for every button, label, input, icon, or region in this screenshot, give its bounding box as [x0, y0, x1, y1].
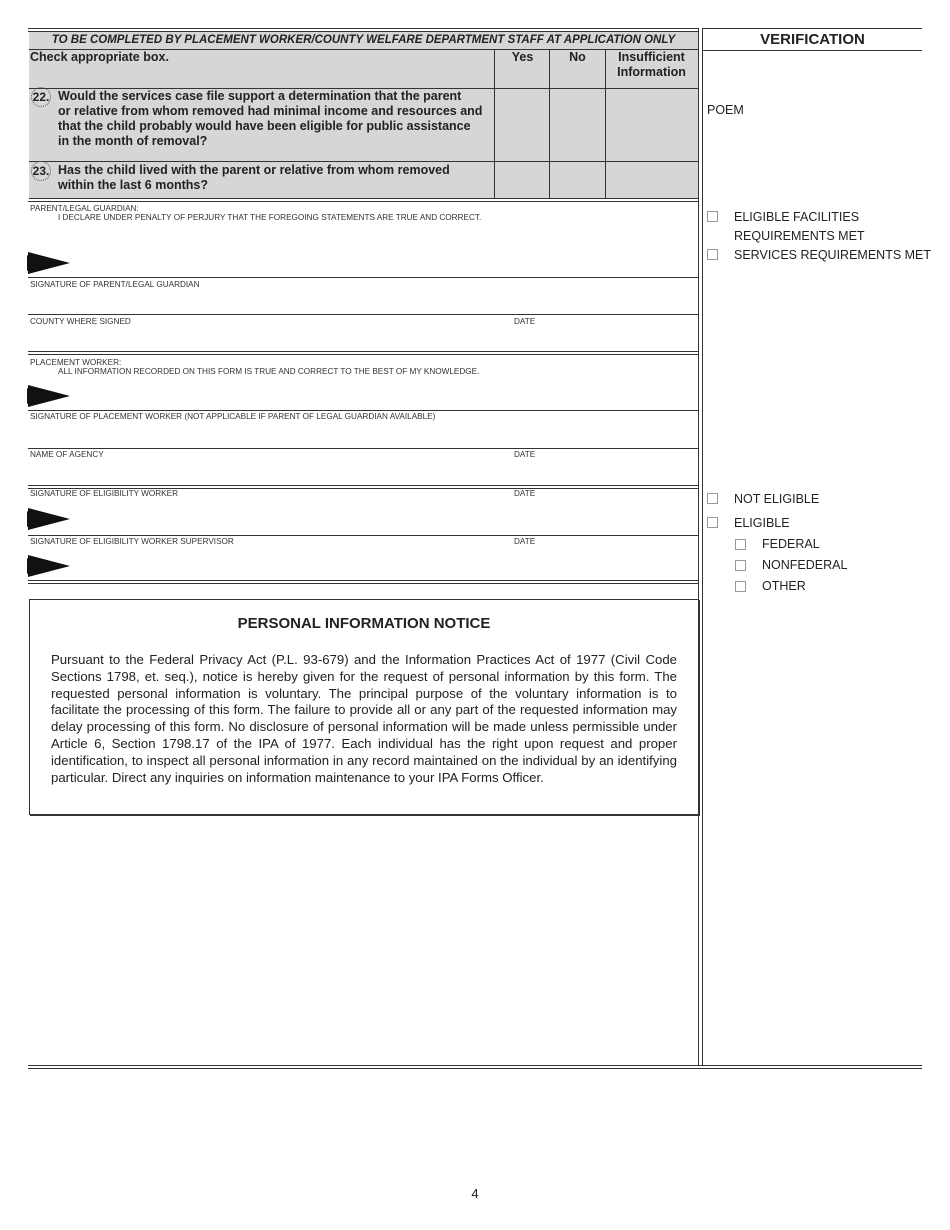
services-requirements-checkbox[interactable]: [707, 249, 718, 260]
county-date-label: DATE: [514, 317, 536, 326]
name-of-agency-label: NAME OF AGENCY: [30, 450, 104, 459]
placement-declaration-signature-field[interactable]: [75, 380, 695, 408]
eligible-facilities-label-2: REQUIREMENTS MET: [734, 229, 865, 243]
section-rule: [28, 354, 699, 355]
section-rule: [28, 583, 699, 584]
supervisor-date-label: DATE: [514, 537, 536, 546]
nonfederal-checkbox[interactable]: [735, 560, 746, 571]
section-rule: [28, 314, 699, 315]
eligibility-supervisor-signature-label: SIGNATURE OF ELIGIBILITY WORKER SUPERVISOR: [30, 537, 234, 546]
question-row-rule: [29, 198, 698, 199]
sign-here-arrow-icon: [28, 252, 70, 274]
nonfederal-label: NONFEDERAL: [762, 558, 848, 572]
section-rule: [28, 580, 699, 581]
eligible-facilities-checkbox[interactable]: [707, 211, 718, 222]
poem-label: POEM: [707, 103, 744, 117]
eligible-facilities-label: ELIGIBLE FACILITIES: [734, 210, 860, 224]
section-rule: [28, 448, 699, 449]
question-22-line: in the month of removal?: [58, 134, 208, 148]
section-rule: [28, 201, 699, 202]
eligible-label: ELIGIBLE: [734, 516, 790, 530]
notice-body: Pursuant to the Federal Privacy Act (P.L. 93-679) and the Information Practices Act of 1977 (Civil Code Sections 1798, et. seq.), notice is hereby given for the request of personal information by this form. The requested personal information is voluntary. The principal purpose of the voluntary information is to facilitate the processing of this form. The failure to provide all or any part of the requested information may delay processing of this form. No disclosure of personal information will be made unless permissible under Article 6, Section 1798.17 of the IPA of 1977. Each individual has the right upon request and proper identification, to inspect all personal information in any record maintained on the individual by an identifying particular. Direct any inquiries on information maintenance to your IPA Forms Officer.: [51, 652, 677, 785]
verification-top-rule: [702, 28, 922, 29]
page-number: 4: [471, 1186, 479, 1201]
federal-label: FEDERAL: [762, 537, 820, 551]
agency-date-field[interactable]: [514, 461, 694, 483]
county-where-signed-label: COUNTY WHERE SIGNED: [30, 317, 131, 326]
eligible-checkbox[interactable]: [707, 517, 718, 528]
notice-title: PERSONAL INFORMATION NOTICE: [237, 615, 491, 632]
top-rule: [28, 28, 699, 29]
sign-here-arrow-icon: [28, 555, 70, 577]
q23-insufficient-box[interactable]: [606, 162, 698, 198]
section-rule: [28, 410, 699, 411]
bottom-rule: [28, 1068, 922, 1069]
placement-declaration: ALL INFORMATION RECORDED ON THIS FORM IS TRUE AND CORRECT TO THE BEST OF MY KNOWLEDGE.: [58, 367, 480, 376]
parent-declaration: I DECLARE UNDER PENALTY OF PERJURY THAT THE FOREGOING STATEMENTS ARE TRUE AND CORRECT.: [58, 213, 482, 222]
question-23-line: Has the child lived with the parent or relative from whom removed: [58, 163, 450, 177]
other-label: OTHER: [762, 579, 806, 593]
placement-signature-field[interactable]: [30, 423, 695, 446]
verification-header-rule: [702, 50, 922, 51]
eligibility-date-field[interactable]: [514, 500, 694, 533]
q22-no-box[interactable]: [550, 89, 605, 161]
section-rule: [28, 351, 699, 352]
q22-yes-box[interactable]: [495, 89, 549, 161]
question-23-number: 23.: [31, 161, 51, 181]
verification-divider: [698, 28, 699, 1066]
placement-worker-label: PLACEMENT WORKER:: [30, 358, 122, 367]
q22-insufficient-box[interactable]: [606, 89, 698, 161]
federal-checkbox[interactable]: [735, 539, 746, 550]
column-yes: Yes: [511, 50, 534, 64]
services-requirements-label: SERVICES REQUIREMENTS MET: [734, 248, 932, 262]
county-where-signed-field[interactable]: [30, 328, 500, 350]
parent-signature-field[interactable]: [30, 291, 695, 313]
check-appropriate-label: Check appropriate box.: [30, 50, 169, 64]
sign-here-arrow-icon: [28, 508, 70, 530]
staff-only-banner: TO BE COMPLETED BY PLACEMENT WORKER/COUNTY WELFARE DEPARTMENT STAFF AT APPLICATION ONLY: [51, 34, 676, 46]
question-23-text: [58, 163, 450, 193]
section-rule: [28, 277, 699, 278]
question-22-number: 22.: [31, 87, 51, 107]
verification-title: VERIFICATION: [760, 31, 865, 48]
eligibility-supervisor-signature-field[interactable]: [75, 548, 500, 578]
question-22-line: or relative from whom removed had minimal income and resources and: [58, 104, 483, 118]
county-date-field[interactable]: [514, 328, 694, 350]
other-checkbox[interactable]: [735, 581, 746, 592]
not-eligible-label: NOT ELIGIBLE: [734, 492, 820, 506]
personal-information-notice: [29, 599, 699, 815]
verification-divider: [702, 28, 703, 1066]
placement-signature-label: SIGNATURE OF PLACEMENT WORKER (NOT APPLICABLE IF PARENT OF LEGAL GUARDIAN AVAILABLE): [30, 412, 436, 421]
question-22-text: [58, 89, 482, 149]
name-of-agency-field[interactable]: [30, 461, 500, 483]
column-no: No: [569, 50, 586, 64]
q23-yes-box[interactable]: [495, 162, 549, 198]
parent-declaration-signature-field[interactable]: [75, 228, 695, 274]
supervisor-date-field[interactable]: [514, 548, 694, 578]
parent-guardian-label: PARENT/LEGAL GUARDIAN:: [30, 204, 139, 213]
column-information: Information: [617, 65, 686, 79]
question-23-line: within the last 6 months?: [58, 178, 209, 192]
not-eligible-checkbox[interactable]: [707, 493, 718, 504]
sign-here-arrow-icon: [28, 385, 70, 407]
eligibility-worker-signature-label: SIGNATURE OF ELIGIBILITY WORKER: [30, 489, 179, 498]
q23-no-box[interactable]: [550, 162, 605, 198]
question-22-line: that the child probably would have been eligible for public assistance: [58, 119, 471, 133]
section-rule: [28, 535, 699, 536]
bottom-rule: [28, 1065, 922, 1066]
parent-signature-label: SIGNATURE OF PARENT/LEGAL GUARDIAN: [30, 280, 200, 289]
section-rule: [28, 485, 699, 486]
eligibility-date-label: DATE: [514, 489, 536, 498]
question-22-line: Would the services case file support a determination that the parent: [58, 89, 462, 103]
column-insufficient: Insufficient: [618, 50, 685, 64]
eligibility-worker-signature-field[interactable]: [75, 500, 500, 533]
agency-date-label: DATE: [514, 450, 536, 459]
